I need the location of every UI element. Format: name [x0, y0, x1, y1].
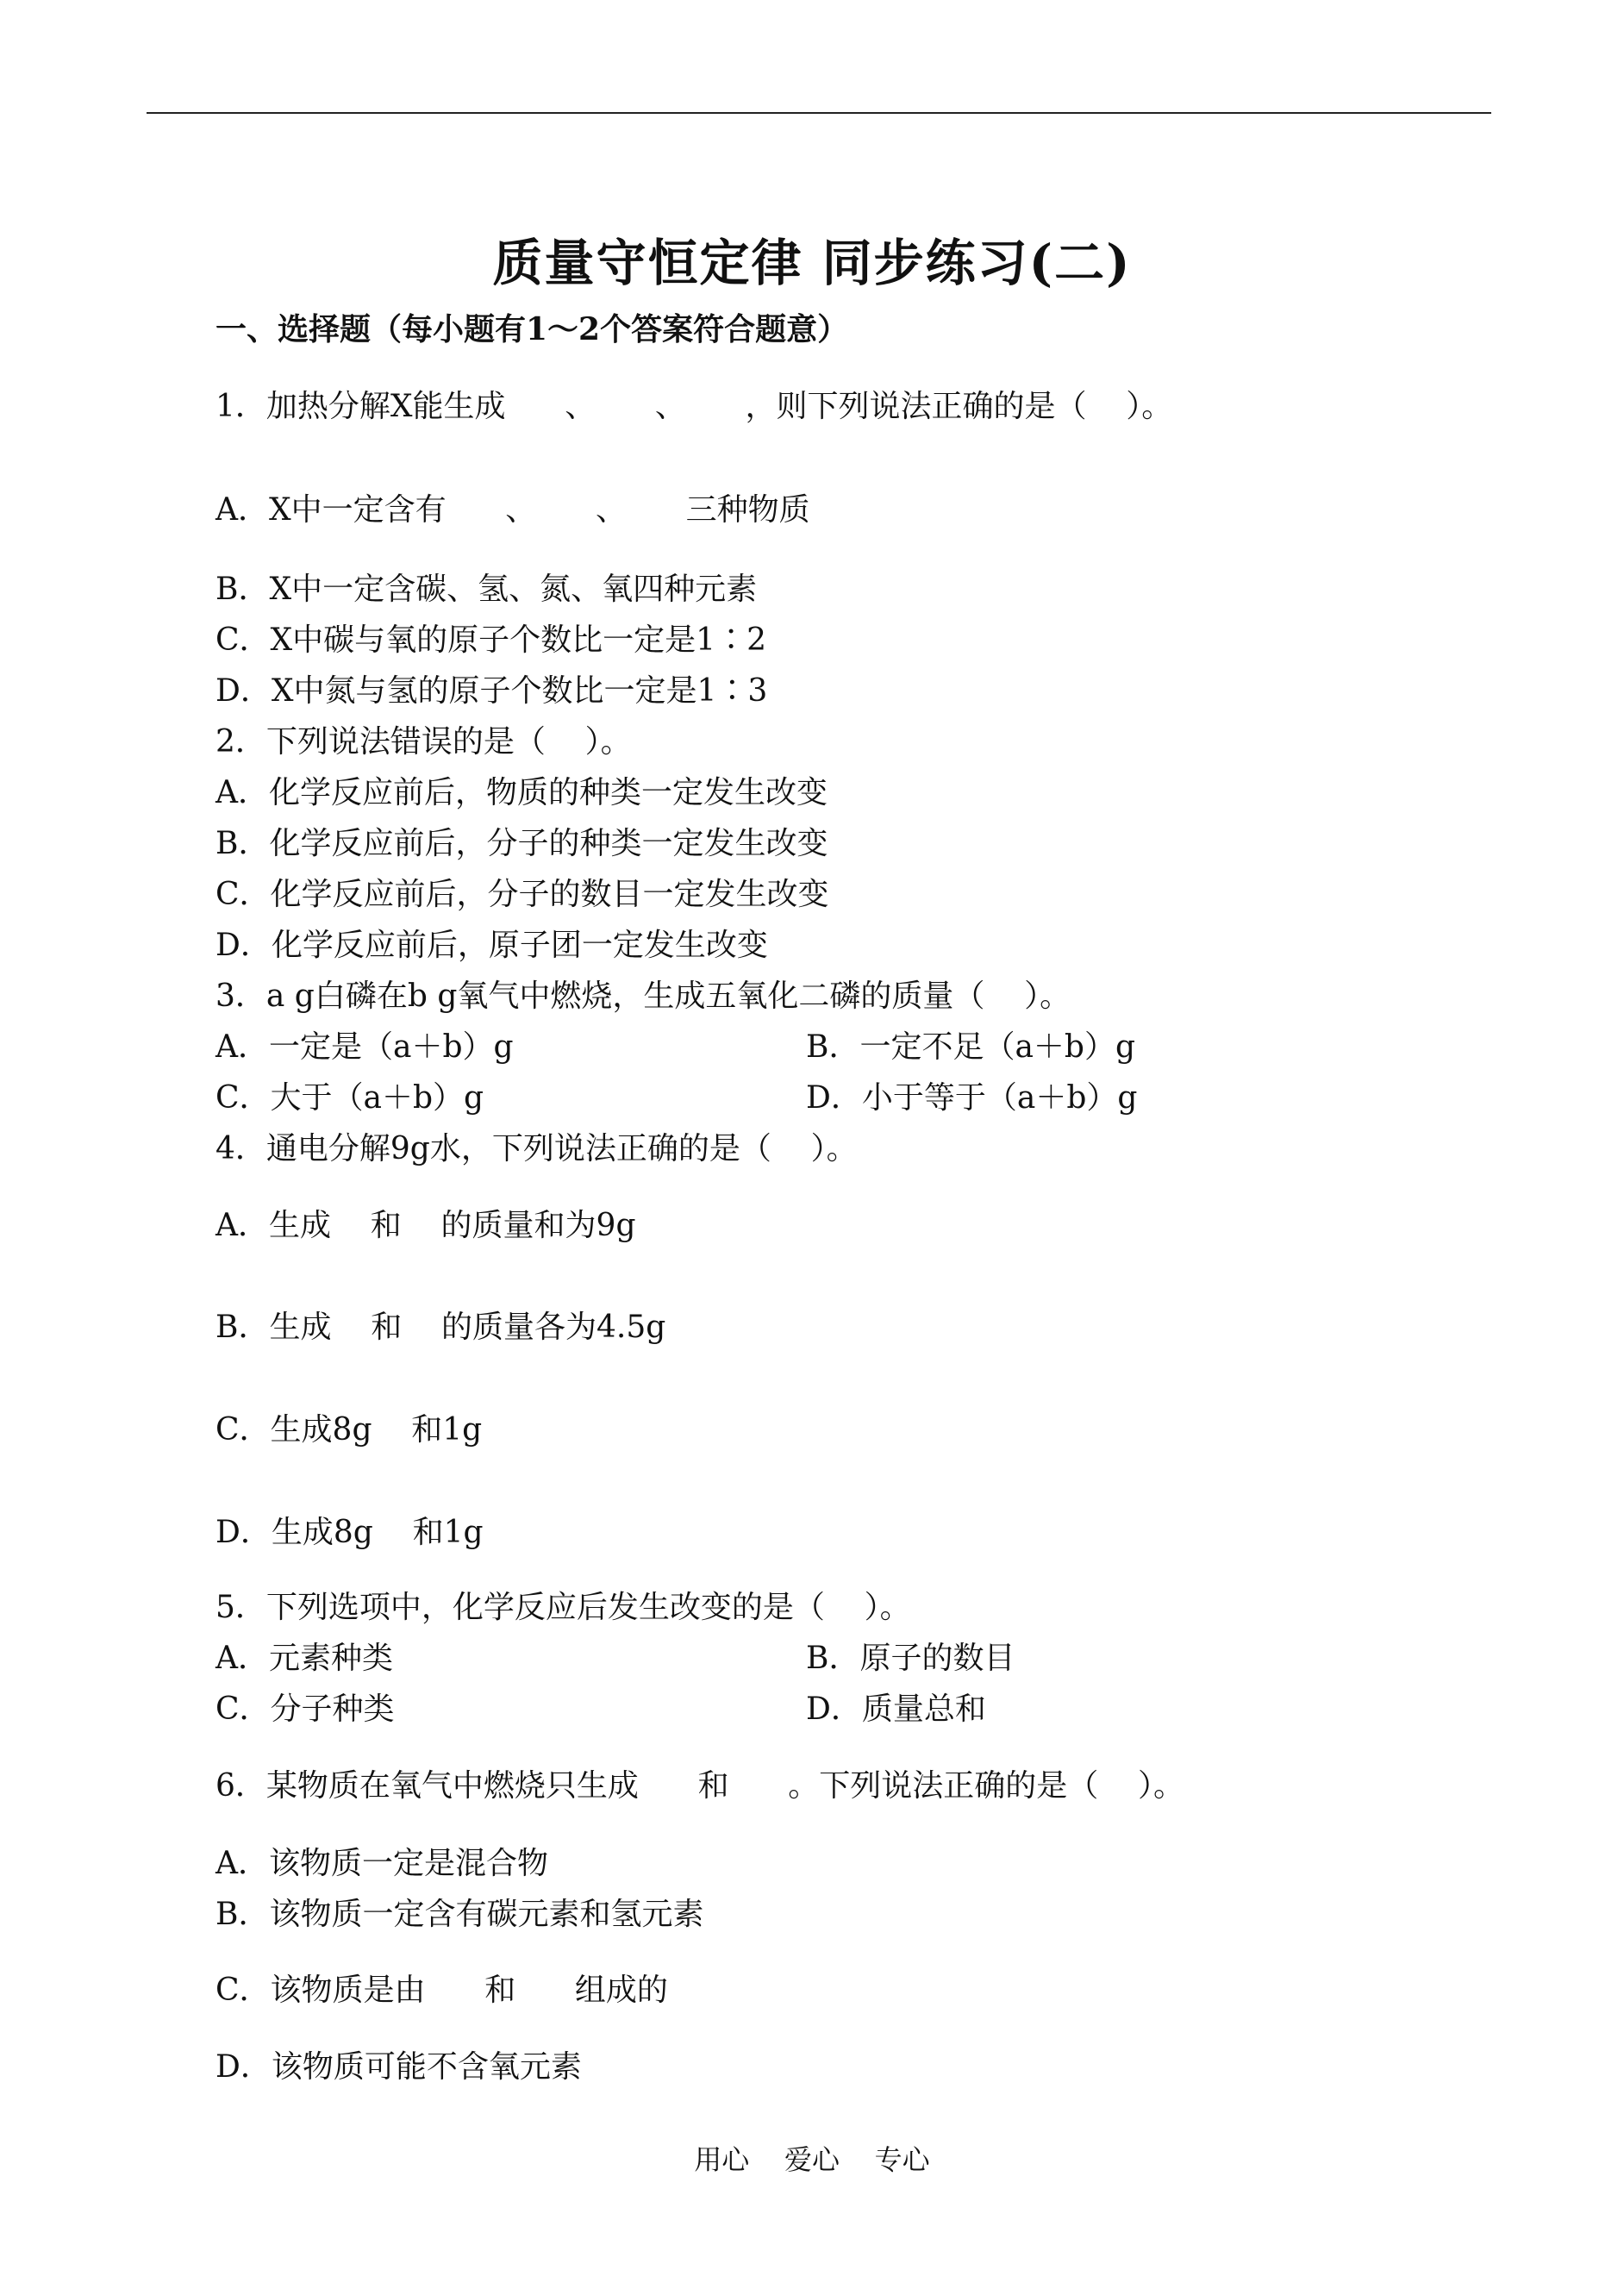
question-4: 4．通电分解9g水，下列说法正确的是（ ）。: [215, 1131, 858, 1166]
question-6-option-c: C．该物质是由 和 组成的: [215, 1973, 668, 2008]
question-3: 3．a g白磷在b g氧气中燃烧，生成五氧化二磷的质量（ ）。: [215, 979, 1071, 1014]
question-4-option-d: D．生成8g 和1g: [215, 1515, 484, 1550]
question-2-option-c: C．化学反应前后，分子的数目一定发生改变: [215, 877, 829, 912]
question-5: 5．下列选项中，化学反应后发生改变的是（ ）。: [215, 1590, 911, 1625]
question-6-option-a: A．该物质一定是混合物: [215, 1846, 548, 1881]
question-4-option-b: B．生成 和 的质量各为4.5g: [215, 1310, 666, 1345]
question-1-option-a: A．X中一定含有 、 、 三种物质: [215, 492, 810, 528]
question-4-option-a: A．生成 和 的质量和为9g: [215, 1208, 636, 1243]
question-3-option-a: A．一定是（a＋b）g: [215, 1029, 514, 1065]
header-rule: [147, 112, 1491, 114]
question-3-option-b: B．一定不足（a＋b）g: [806, 1029, 1136, 1065]
question-5-option-c: C．分子种类: [215, 1692, 395, 1727]
question-5-option-b: B．原子的数目: [806, 1641, 1015, 1676]
question-2-option-b: B．化学反应前后，分子的种类一定发生改变: [215, 826, 828, 861]
question-6-option-d: D．该物质可能不含氧元素: [215, 2049, 582, 2085]
question-1-option-c: C．X中碳与氧的原子个数比一定是1∶2: [215, 622, 766, 658]
question-2: 2．下列说法错误的是（ ）。: [215, 724, 632, 760]
question-5-option-d: D．质量总和: [806, 1692, 986, 1727]
question-6-option-b: B．该物质一定含有碳元素和氢元素: [215, 1897, 704, 1932]
question-1-option-d: D．X中氮与氢的原子个数比一定是1∶3: [215, 673, 768, 709]
section-heading: 一、选择题（每小题有1～2个答案符合题意）: [215, 311, 849, 347]
question-6: 6．某物质在氧气中燃烧只生成 和 。下列说法正确的是（ ）。: [215, 1768, 1184, 1804]
question-5-option-a: A．元素种类: [215, 1641, 393, 1676]
question-1-option-b: B．X中一定含碳、氢、氮、氧四种元素: [215, 572, 758, 607]
question-2-option-d: D．化学反应前后，原子团一定发生改变: [215, 928, 768, 963]
page-title: 质量守恒定律 同步练习(二): [492, 234, 1132, 292]
question-2-option-a: A．化学反应前后，物质的种类一定发生改变: [215, 775, 828, 810]
question-3-option-d: D．小于等于（a＋b）g: [806, 1080, 1138, 1116]
question-4-option-c: C．生成8g 和1g: [215, 1412, 483, 1448]
question-1: 1．加热分解X能生成 、 、 ，则下列说法正确的是（ ）。: [215, 389, 1173, 424]
question-3-option-c: C．大于（a＋b）g: [215, 1080, 484, 1116]
page-footer: 用心 爱心 专心: [694, 2143, 930, 2176]
